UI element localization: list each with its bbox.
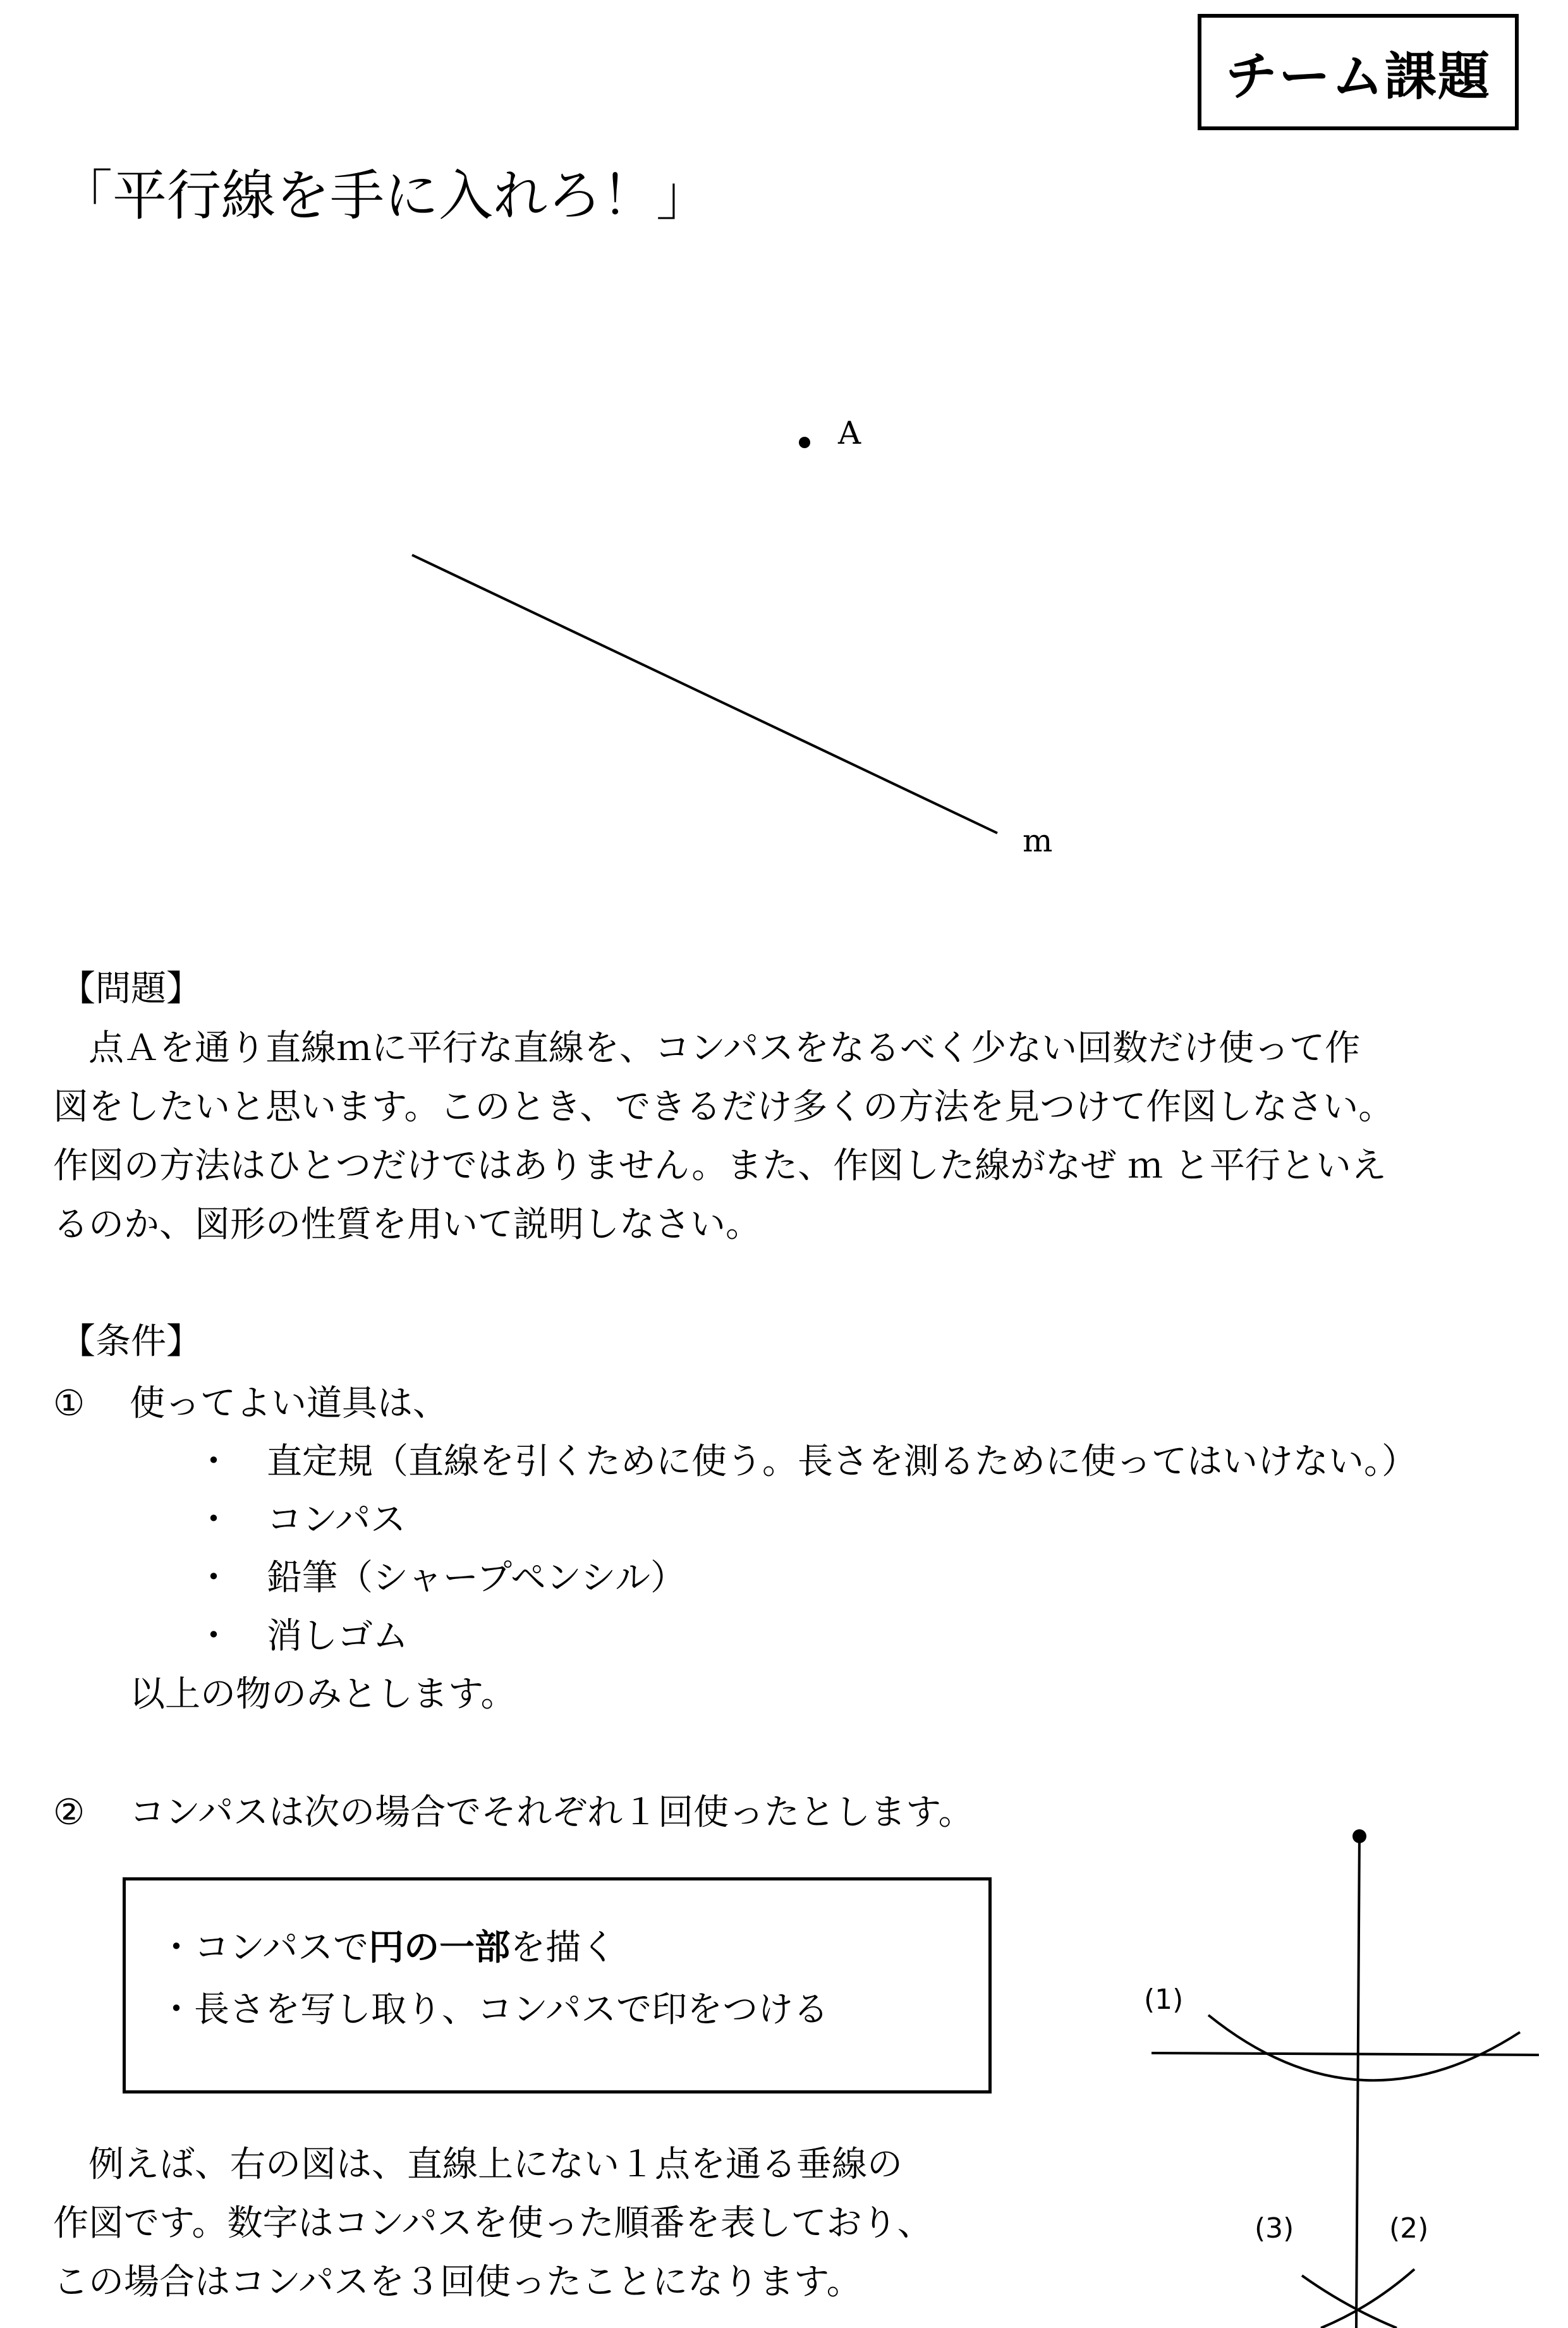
problem-heading: 【問題】 [60, 968, 202, 1009]
condition-1-number: ① [53, 1383, 85, 1424]
problem-text [53, 1019, 1394, 1254]
point-a-label: A [838, 415, 861, 451]
problem-line: るのか、図形の性質を用いて説明しなさい。 [53, 1204, 761, 1245]
condition-1-text: 使ってよい道具は、 [130, 1383, 448, 1424]
example-text [53, 2135, 933, 2312]
compass-rule-2: ・長さを写し取り、コンパスで印をつける [159, 1989, 829, 2030]
arc-3 [1302, 2276, 1397, 2328]
arc-1 [1208, 2015, 1520, 2080]
problem-line: 図をしたいと思います。このとき、できるだけ多くの方法を見つけて作図しなさい。 [53, 1087, 1394, 1128]
condition-2-number: ② [53, 1792, 85, 1833]
example-line: この場合はコンパスを３回使ったことになります。 [53, 2262, 862, 2303]
arc-2-label: (2) [1389, 2212, 1429, 2245]
conditions-heading: 【条件】 [60, 1321, 202, 1362]
problem-line: 作図の方法はひとつだけではありません。また、作図した線がなぜ ｍ と平行といえ [53, 1145, 1387, 1186]
line-m [412, 555, 997, 833]
point-a-dot [799, 437, 810, 448]
problem-line: 点Ａを通り直線ｍに平行な直線を、コンパスをなるべく少ない回数だけ使って作 [53, 1028, 1361, 1069]
tool-item: ・ 鉛筆（シャープペンシル） [196, 1557, 686, 1599]
arc-3-label: (3) [1255, 2212, 1294, 2245]
arc-1-label: (1) [1144, 1984, 1184, 2016]
perpendicular-construction-diagram [1125, 1808, 1555, 2328]
compass-rule-1: ・コンパスで円の一部を描く [159, 1927, 617, 1968]
compass-usage-box [123, 1877, 992, 2093]
given-point-dot [1352, 1829, 1366, 1843]
page-title: 「平行線を手に入れろ！」 [58, 164, 710, 228]
condition-1-end: 以上の物のみとします。 [130, 1674, 516, 1715]
tool-item: ・ 消しゴム [196, 1616, 408, 1657]
tool-item: ・ 直定規（直線を引くために使う。長さを測るために使ってはいけない。） [196, 1441, 1417, 1482]
team-assignment-badge: チーム課題 [1198, 14, 1519, 130]
example-line: 例えば、右の図は、直線上にない１点を通る垂線の [53, 2144, 903, 2185]
tool-item: ・ コンパス [196, 1499, 406, 1540]
point-line-figure [0, 0, 1568, 917]
example-line: 作図です。数字はコンパスを使った順番を表しており、 [53, 2203, 933, 2244]
arc-2 [1321, 2269, 1414, 2328]
condition-2-text: コンパスは次の場合でそれぞれ１回使ったとします。 [130, 1792, 974, 1833]
line-m-label: m [1023, 822, 1053, 859]
